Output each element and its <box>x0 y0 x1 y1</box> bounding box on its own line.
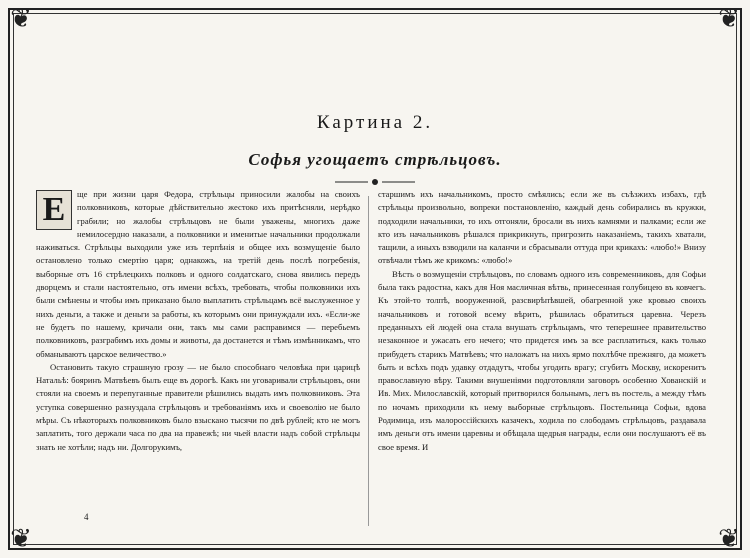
paragraph: старшимъ ихъ начальникомъ, просто смѣялись; если же въ съѣзжихъ избахъ, гдѣ стрѣльцы произвольно, вопреки постановленію, каждый день собирались въ кружки, подходили начальники, то ихъ отгоняли, бросали въ нихъ камнями и палками; если же кто изъ начальниковъ рѣшался прикрикнуть, пригрозить наказаніемъ, такихъ хватали, тащили, а иныхъ взводили на каланчи и сбрасывали оттуда при крикахъ: «любо!» Внизу отвѣчали тѣмъ же крикомъ: «любо!» <box>378 189 706 266</box>
corner-ornament-top-left: ❦ <box>10 4 32 33</box>
text-column-right <box>378 188 706 454</box>
corner-ornament-bottom-left: ❦ <box>10 524 32 553</box>
paragraph: Остановить такую страшную грозу — не было способнаго человѣка при царицѣ Натальѣ: бояринъ Матвѣевъ былъ еще въ дорогѣ. Какъ ни уговаривали стрѣльцовъ, они стояли на своемъ и перепуганные правители рѣшились выдать имъ полковниковъ. Эта уступка совершенно разнуздала стрѣльцовъ и требованіямъ ихъ и своеволію не было мѣры. Съ нѣкоторыхъ полковниковъ было взыскано тысячи по двѣ рублей; кто не могъ заплатить, того держали часа по два на правежѣ; ни чьей власти надъ собой стрѣльцы знать не хотѣли; надъ ни. Долгорукимъ, <box>36 361 360 452</box>
text-column-left <box>36 188 360 454</box>
chapter-heading: Картина 2. <box>316 112 434 133</box>
page-number: 4 <box>84 512 89 522</box>
title-ornament <box>330 177 420 187</box>
corner-ornament-bottom-right: ❦ <box>718 524 740 553</box>
column-divider <box>368 196 369 526</box>
paragraph: Вѣсть о возмущеніи стрѣльцовъ, по словамъ одного изъ современниковъ, для Софьи была такъ радостна, какъ для Ноя масличная вѣтвь, принесенная голубицею въ ковчегъ. Къ этой-то толпѣ, вооруженной, разсвирѣпѣвшей, обагренной уже кровью своихъ начальниковъ и готовой всему вѣрить, рѣшилась обратиться царевна. Черезъ преданныхъ ей людей она стала внушать стрѣльцамъ, что теперешнее правительство незаконное и ужасать его нечего; что придется имъ за все расплатиться, какъ только прибудетъ старикъ Матвѣевъ; что наложатъ на нихъ ярмо похлѣбче прежняго, да можетъ быть и всѣхъ подъ удавку отдадутъ, чтобы угодить врагу; сгубитъ Москву, искоренитъ православную вѣру. Такими внушеніями подготовляли заговоръ особенно Хованскій и Ив. Мих. Милославскій, который притворился больнымъ, легъ въ постель, а между тѣмъ по ночамъ приходили къ нему выборные стрѣльцовъ. Постельница Софьи, вдова Родимица, изъ малороссійскихъ казачекъ, ходила по слободамъ стрѣльцовъ, раздавала имъ деньги отъ имени царевны и обѣщала щедрыя награды, если они послушаютъ её въ свое время. И <box>378 268 706 452</box>
paragraph: ще при жизни царя Федора, стрѣльцы приносили жалобы на своихъ полковниковъ, которые дѣйствительно жестоко ихъ притѣсняли, нерѣдко грабили; но жалобы стрѣльцовъ не были уважены, многихъ даже немилосердно наказали, а полковники и именитые начальники продолжали наживаться. Стрѣльцы выходили уже изъ терпѣнія и общее ихъ возмущеніе было остановлено только смертію царя; однакожъ, на третій день послѣ погребенія, выборные отъ 16 стрѣлецкихъ полковъ и одного солдатскаго, снова явились передъ дворцемъ и стали настоятельно, отъ имени всѣхъ, требовать, чтобы полковники ихъ были смѣнены и чтобы имъ приказано было выплатить стрѣльцамъ всё выслуженное у нихъ деньги, а также и деньги за работы, къ которымъ они принуждали ихъ. «Если-же не будетъ по нашему, кричали они, такъ мы сами расправимся — перебьемъ полковниковъ, разграбимъ ихъ домы и животы, да достанется и тѣмъ измѣнникамъ, что обманываютъ царское величество.» <box>36 189 360 359</box>
drop-cap-initial: Е <box>36 190 72 230</box>
corner-ornament-top-right: ❦ <box>718 4 740 33</box>
chapter-title: Софья угощаетъ стрѣльцовъ. <box>248 150 502 169</box>
